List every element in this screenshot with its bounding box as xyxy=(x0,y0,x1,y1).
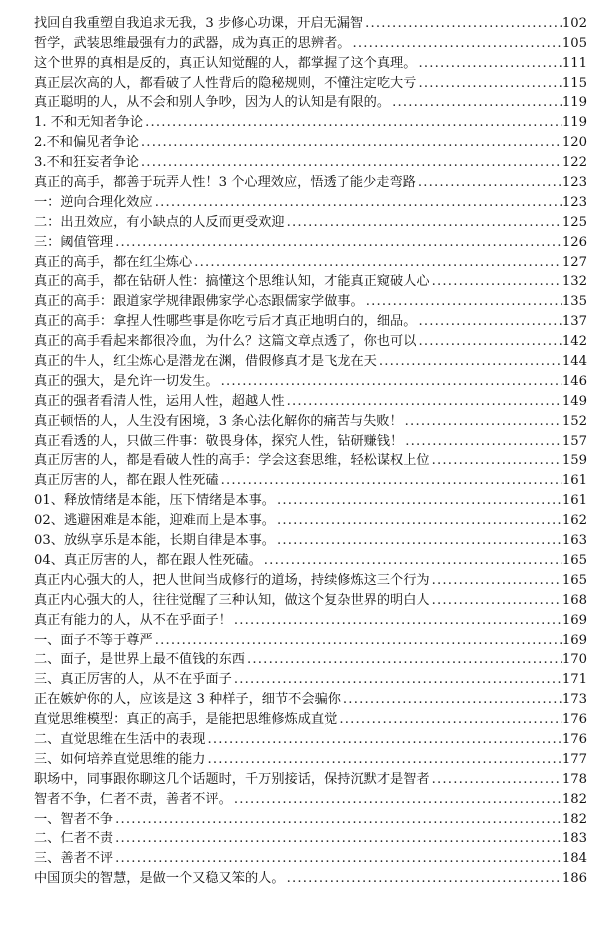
toc-dot-leader xyxy=(416,313,561,331)
toc-entry[interactable] xyxy=(34,291,587,311)
toc-entry[interactable] xyxy=(34,431,587,451)
toc-entry[interactable] xyxy=(34,351,587,371)
toc-dot-leader xyxy=(232,791,562,809)
toc-dot-leader xyxy=(219,373,562,391)
toc-entry[interactable] xyxy=(34,132,587,152)
toc-entry[interactable] xyxy=(34,331,587,351)
toc-entry[interactable] xyxy=(34,73,587,93)
toc-entry[interactable] xyxy=(34,112,587,132)
toc-entry-page: 178 xyxy=(561,771,587,787)
toc-entry[interactable] xyxy=(34,650,587,670)
toc-dot-leader xyxy=(285,214,562,232)
toc-entry-page: 127 xyxy=(561,254,587,270)
toc-entry-title: 直觉思维模型：真正的高手，是能把思维修炼成直觉 xyxy=(34,712,338,728)
toc-entry-page: 132 xyxy=(561,274,587,290)
toc-entry[interactable] xyxy=(34,550,587,570)
toc-entry[interactable] xyxy=(34,530,587,550)
toc-entry-page: 144 xyxy=(561,354,587,370)
toc-entry-page: 176 xyxy=(561,712,587,728)
toc-entry[interactable] xyxy=(34,689,587,709)
toc-entry-page: 161 xyxy=(561,473,587,489)
toc-entry-title: 找回自我重塑自我追求无我，3 步修心功课，开启无漏智 xyxy=(34,15,364,31)
toc-entry-page: 170 xyxy=(561,652,587,668)
toc-dot-leader xyxy=(363,15,562,33)
toc-entry-title: 真正内心强大的人，把人世间当成修行的道场，持续修炼这三个行为 xyxy=(34,572,430,588)
toc-entry-title: 三、真正厉害的人，从不在乎面子 xyxy=(34,672,232,688)
toc-entry[interactable] xyxy=(34,729,587,749)
toc-dot-leader xyxy=(337,711,562,729)
toc-dot-leader xyxy=(377,353,562,371)
toc-dot-leader xyxy=(416,333,561,351)
toc-entry-title: 真正的高手：跟道家学规律跟佛家学心态跟儒家学做事。 xyxy=(34,294,364,310)
toc-entry-title: 真正的牛人，红尘炼心是潜龙在渊，借假修真才是飞龙在天 xyxy=(34,354,377,370)
toc-entry-page: 184 xyxy=(561,851,587,867)
toc-entry-page: 159 xyxy=(561,453,587,469)
toc-dot-leader xyxy=(139,154,562,172)
toc-entry-title: 真正层次高的人，都看破了人性背后的隐秘规则，不懂注定吃大亏 xyxy=(34,75,417,91)
toc-entry[interactable] xyxy=(34,172,587,192)
toc-entry[interactable] xyxy=(34,411,587,431)
toc-entry-page: 123 xyxy=(561,175,587,191)
toc-entry-page: 120 xyxy=(561,135,587,151)
toc-entry-page: 135 xyxy=(561,294,587,310)
toc-entry-title: 二、直觉思维在生活中的表现 xyxy=(34,731,206,747)
toc-entry[interactable] xyxy=(34,610,587,630)
toc-entry-title: 二、仁者不责 xyxy=(34,831,114,847)
toc-dot-leader xyxy=(219,472,562,490)
toc-entry-title: 04、真正厉害的人，都在跟人性死磕。 xyxy=(34,552,262,568)
toc-entry-title: 真正厉害的人，都是看破人性的高手：学会这套思维，轻松谋权上位 xyxy=(34,453,430,469)
toc-entry[interactable] xyxy=(34,848,587,868)
toc-entry[interactable] xyxy=(34,809,587,829)
toc-entry[interactable] xyxy=(34,152,587,172)
toc-dot-leader xyxy=(192,254,562,272)
toc-dot-leader xyxy=(351,35,562,53)
toc-entry[interactable] xyxy=(34,789,587,809)
toc-entry[interactable] xyxy=(34,311,587,331)
toc-entry[interactable] xyxy=(34,371,587,391)
toc-dot-leader xyxy=(430,771,562,789)
toc-entry-page: 146 xyxy=(561,373,587,389)
toc-entry-title: 一：逆向合理化效应 xyxy=(34,194,153,210)
toc-entry[interactable] xyxy=(34,93,587,113)
toc-dot-leader xyxy=(113,850,562,868)
toc-dot-leader xyxy=(262,552,562,570)
toc-entry-page: 122 xyxy=(561,155,587,171)
toc-entry[interactable] xyxy=(34,192,587,212)
toc-entry-title: 真正内心强大的人，往往觉醒了三种认知，做这个复杂世界的明白人 xyxy=(34,592,430,608)
toc-dot-leader xyxy=(430,572,562,590)
toc-entry-title: 真正顿悟的人，人生没有困境，3 条心法化解你的痛苦与失败！ xyxy=(34,413,403,429)
toc-entry-title: 三：阈值管理 xyxy=(34,234,114,250)
toc-dot-leader xyxy=(153,632,562,650)
toc-entry[interactable] xyxy=(34,590,587,610)
toc-entry-page: 149 xyxy=(561,393,587,409)
toc-entry-page: 137 xyxy=(561,314,587,330)
toc-dot-leader xyxy=(341,691,562,709)
toc-entry-page: 157 xyxy=(561,433,587,449)
toc-entry-page: 119 xyxy=(561,115,587,131)
toc-dot-leader xyxy=(143,114,562,132)
toc-entry-title: 03、放纵享乐是本能，长期自律是本事。 xyxy=(34,533,275,549)
toc-entry-title: 02、逃避困难是本能，迎难而上是本事。 xyxy=(34,513,275,529)
toc-entry-title: 三、善者不评 xyxy=(34,851,114,867)
toc-entry-title: 真正的高手，都在红尘炼心 xyxy=(34,254,193,270)
toc-entry-page: 182 xyxy=(561,811,587,827)
toc-entry[interactable] xyxy=(34,252,587,272)
toc-dot-leader xyxy=(390,94,562,112)
toc-entry-page: 165 xyxy=(561,572,587,588)
toc-entry[interactable] xyxy=(34,709,587,729)
toc-dot-leader xyxy=(113,234,562,252)
toc-entry-title: 2.不和偏见者争论 xyxy=(34,135,139,151)
toc-dot-leader xyxy=(416,75,561,93)
toc-entry[interactable] xyxy=(34,391,587,411)
toc-entry-page: 115 xyxy=(561,75,587,91)
toc-entry-title: 1. 不和无知者争论 xyxy=(34,115,144,131)
toc-entry-page: 123 xyxy=(561,194,587,210)
toc-entry-title: 真正看透的人，只做三件事：敬畏身体，探究人性，钻研赚钱！ xyxy=(34,433,404,449)
toc-dot-leader xyxy=(285,870,562,888)
toc-entry[interactable] xyxy=(34,749,587,769)
toc-entry-page: 169 xyxy=(561,612,587,628)
toc-entry-title: 01、释放情绪是本能，压下情绪是本事。 xyxy=(34,493,275,509)
toc-entry[interactable] xyxy=(34,868,587,888)
toc-entry-page: 168 xyxy=(561,592,587,608)
toc-entry[interactable] xyxy=(34,272,587,292)
toc-entry-title: 哲学，武装思维最强有力的武器，成为真正的思辨者。 xyxy=(34,35,351,51)
toc-dot-leader xyxy=(245,651,562,669)
toc-dot-leader xyxy=(430,273,562,291)
table-of-contents xyxy=(34,13,587,888)
toc-entry-title: 真正的高手：拿捏人性哪些事是你吃亏后才真正地明白的，细品。 xyxy=(34,314,417,330)
toc-entry[interactable] xyxy=(34,212,587,232)
toc-dot-leader xyxy=(285,393,562,411)
toc-dot-leader xyxy=(153,194,562,212)
toc-entry-title: 二、面子，是世界上最不值钱的东西 xyxy=(34,652,245,668)
toc-entry[interactable] xyxy=(34,232,587,252)
toc-dot-leader xyxy=(430,592,562,610)
toc-dot-leader xyxy=(403,413,562,431)
toc-dot-leader xyxy=(113,830,562,848)
toc-dot-leader xyxy=(205,751,561,769)
toc-entry[interactable] xyxy=(34,451,587,471)
toc-entry[interactable] xyxy=(34,570,587,590)
toc-entry-title: 真正有能力的人，从不在乎面子！ xyxy=(34,612,232,628)
toc-entry[interactable] xyxy=(34,829,587,849)
toc-entry-page: 171 xyxy=(561,672,587,688)
toc-entry-page: 173 xyxy=(561,692,587,708)
toc-entry-page: 102 xyxy=(561,15,587,31)
toc-entry[interactable] xyxy=(34,490,587,510)
toc-entry-page: 161 xyxy=(561,493,587,509)
toc-entry-title: 正在嫉妒你的人，应该是这 3 种样子，细节不会骗你 xyxy=(34,692,341,708)
toc-dot-leader xyxy=(416,55,561,73)
toc-entry-title: 二：出丑效应，有小缺点的人反而更受欢迎 xyxy=(34,214,285,230)
toc-entry-title: 职场中，同事跟你聊这几个话题时，千万别接话，保持沉默才是智者 xyxy=(34,771,430,787)
toc-entry[interactable] xyxy=(34,53,587,73)
toc-entry[interactable] xyxy=(34,33,587,53)
toc-entry[interactable] xyxy=(34,13,587,33)
toc-dot-leader xyxy=(275,532,562,550)
toc-entry-title: 中国顶尖的智慧，是做一个又稳又笨的人。 xyxy=(34,871,285,887)
toc-entry-page: 119 xyxy=(561,95,587,111)
toc-entry-page: 163 xyxy=(561,533,587,549)
toc-entry-title: 真正聪明的人，从不会和别人争吵，因为人的认知是有限的。 xyxy=(34,95,391,111)
toc-entry-page: 105 xyxy=(561,35,587,51)
toc-dot-leader xyxy=(113,811,562,829)
toc-entry-title: 三、如何培养直觉思维的能力 xyxy=(34,751,206,767)
toc-entry[interactable] xyxy=(34,669,587,689)
toc-entry-page: 111 xyxy=(561,55,587,71)
toc-entry-page: 142 xyxy=(561,334,587,350)
toc-dot-leader xyxy=(232,612,562,630)
toc-entry-title: 真正的高手，都善于玩弄人性！3 个心理效应，悟透了能少走弯路 xyxy=(34,175,416,191)
toc-dot-leader xyxy=(139,134,562,152)
toc-dot-leader xyxy=(416,174,562,192)
toc-entry-title: 真正的高手，都在钻研人性：搞懂这个思维认知，才能真正窥破人心 xyxy=(34,274,430,290)
toc-entry-page: 169 xyxy=(561,632,587,648)
toc-entry-page: 152 xyxy=(561,413,587,429)
toc-entry-page: 162 xyxy=(561,513,587,529)
toc-dot-leader xyxy=(275,512,562,530)
toc-entry-page: 186 xyxy=(561,871,587,887)
toc-entry-title: 智者不争，仁者不责，善者不评。 xyxy=(34,791,232,807)
toc-entry-title: 3.不和狂妄者争论 xyxy=(34,155,139,171)
toc-entry-title: 一、面子不等于尊严 xyxy=(34,632,153,648)
toc-entry-page: 182 xyxy=(561,791,587,807)
toc-dot-leader xyxy=(364,293,562,311)
toc-entry[interactable] xyxy=(34,630,587,650)
toc-entry-title: 真正的强大，是允许一切发生。 xyxy=(34,373,219,389)
toc-entry-title: 真正的高手看起来都很冷血，为什么？这篇文章点透了，你也可以 xyxy=(34,334,417,350)
toc-dot-leader xyxy=(275,492,562,510)
toc-entry-page: 165 xyxy=(561,552,587,568)
toc-entry-title: 一、智者不争 xyxy=(34,811,114,827)
toc-entry[interactable] xyxy=(34,769,587,789)
toc-entry-page: 176 xyxy=(561,731,587,747)
toc-entry[interactable] xyxy=(34,470,587,490)
toc-dot-leader xyxy=(232,671,562,689)
toc-entry-page: 125 xyxy=(561,214,587,230)
toc-entry-title: 真正的强者看清人性，运用人性，超越人性 xyxy=(34,393,285,409)
toc-dot-leader xyxy=(430,452,562,470)
toc-entry-title: 这个世界的真相是反的，真正认知觉醒的人，都掌握了这个真理。 xyxy=(34,55,417,71)
toc-entry[interactable] xyxy=(34,510,587,530)
toc-entry-page: 183 xyxy=(561,831,587,847)
toc-dot-leader xyxy=(403,433,562,451)
toc-entry-page: 177 xyxy=(561,751,587,767)
toc-dot-leader xyxy=(205,731,561,749)
toc-entry-page: 126 xyxy=(561,234,587,250)
toc-entry-title: 真正厉害的人，都在跟人性死磕 xyxy=(34,473,219,489)
